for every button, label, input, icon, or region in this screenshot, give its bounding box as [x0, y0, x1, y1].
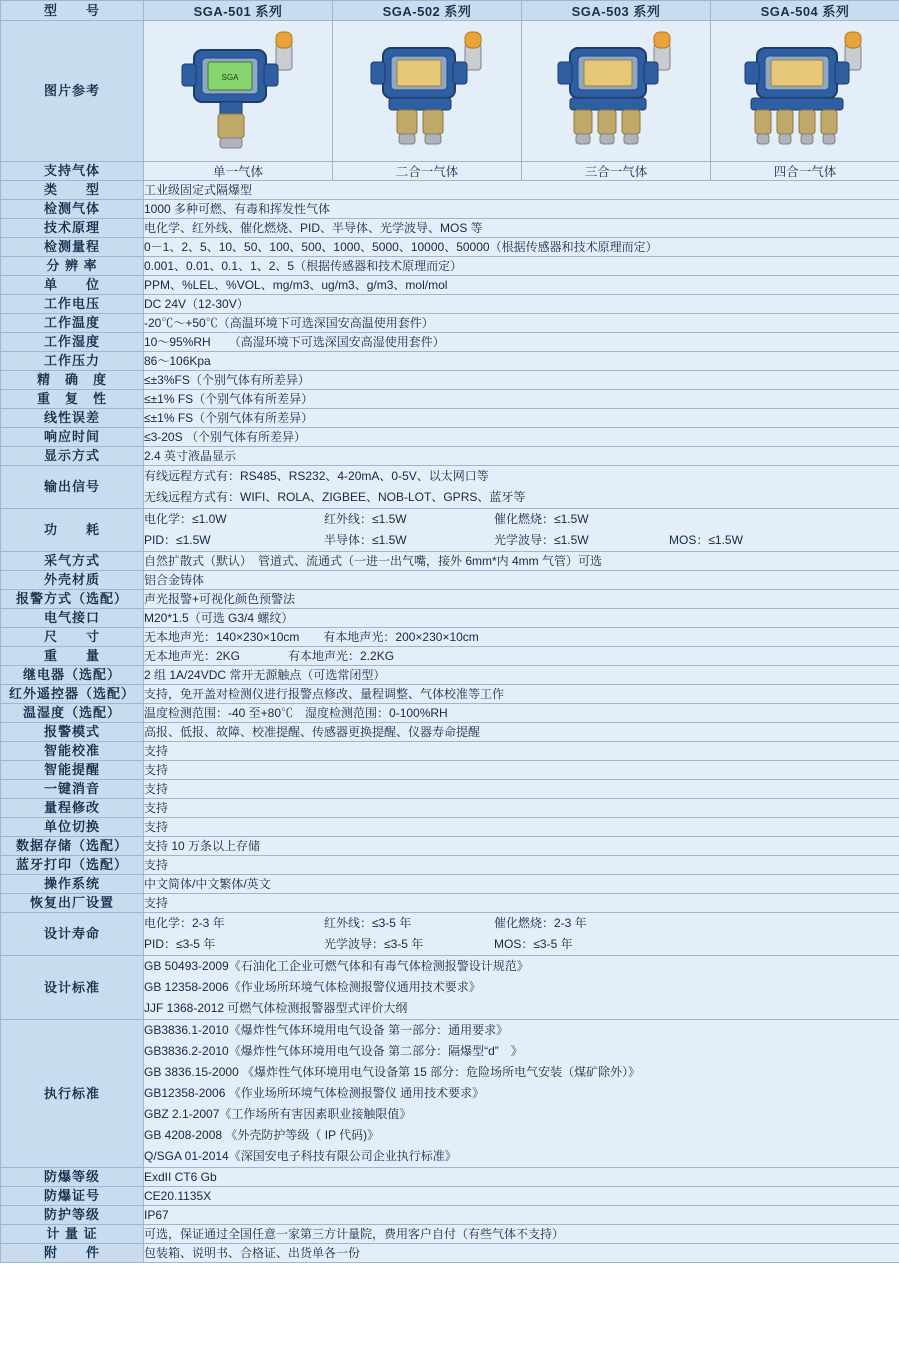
row-label-smart-calibration: 智能校准	[1, 742, 144, 761]
row-label-data-storage: 数据存储（选配）	[1, 837, 144, 856]
table-row-design-life	[1, 913, 899, 956]
table-row-images	[1, 21, 899, 162]
row-value-data-storage: 支持 10 万条以上存储	[144, 837, 899, 856]
row-value-smart-calibration: 支持	[144, 742, 899, 761]
row-label-factory-reset: 恢复出厂设置	[1, 894, 144, 913]
row-label-design-standard: 设计标准	[1, 956, 144, 1020]
row-value-ex-rating: ExdII CT6 Gb	[144, 1168, 899, 1187]
table-row	[1, 1244, 899, 1263]
life-infrared: 红外线：≤3-5 年	[324, 916, 412, 930]
table-row-output-signal	[1, 466, 899, 509]
table-row	[1, 761, 899, 780]
row-value-ip-rating: IP67	[144, 1206, 899, 1225]
row-label-resolution: 分 辨 率	[1, 257, 144, 276]
table-row	[1, 894, 899, 913]
table-row	[1, 352, 899, 371]
row-label-principle: 技术原理	[1, 219, 144, 238]
life-row-1	[144, 913, 899, 934]
row-value-ir-remote: 支持，免开盖对检测仪进行报警点修改、量程调整、气体校准等工作	[144, 685, 899, 704]
row-value-relay: 2 组 1A/24VDC 常开无源触点（可选常闭型）	[144, 666, 899, 685]
output-wired: 有线远程方式有：RS485、RS232、4-20mA、0-5V、以太网口等	[144, 469, 489, 483]
gas-detector-illustration-1	[158, 24, 318, 156]
row-value-one-key-mute: 支持	[144, 780, 899, 799]
row-value-detect-gas: 1000 多种可燃、有毒和挥发性气体	[144, 200, 899, 219]
table-row	[1, 390, 899, 409]
row-value-exec-standard	[144, 1020, 899, 1168]
row-value-design-life	[144, 913, 899, 956]
table-row	[1, 219, 899, 238]
row-label-pressure: 工作压力	[1, 352, 144, 371]
row-value-voltage: DC 24V（12-30V）	[144, 295, 899, 314]
table-row	[1, 647, 899, 666]
row-label-os: 操作系统	[1, 875, 144, 894]
power-row-1	[144, 509, 899, 530]
row-value-alarm-modes: 高报、低报、故障、校准提醒、传感器更换提醒、仪器寿命提醒	[144, 723, 899, 742]
row-value-linearity: ≤±1% FS（个别气体有所差异）	[144, 409, 899, 428]
row-label-ip-rating: 防护等级	[1, 1206, 144, 1225]
table-row	[1, 856, 899, 875]
row-value-sampling: 自然扩散式（默认） 管道式、流通式（一进一出气嘴，接外 6mm*内 4mm 气管）可选	[144, 552, 899, 571]
row-label-model: 型 号	[1, 1, 144, 21]
row-label-temp-humidity: 温湿度（选配）	[1, 704, 144, 723]
row-label-temp: 工作温度	[1, 314, 144, 333]
gas-support-502: 二合一气体	[333, 162, 522, 181]
detector-svg-3	[536, 24, 696, 156]
table-row	[1, 314, 899, 333]
life-pid: PID：≤3-5 年	[144, 937, 216, 951]
table-row	[1, 238, 899, 257]
row-value-unit: PPM、%LEL、%VOL、mg/m3、ug/m3、g/m3、mol/mol	[144, 276, 899, 295]
table-row-model	[1, 1, 899, 21]
row-label-ex-certificate: 防爆证号	[1, 1187, 144, 1206]
exec-standard-line-5: GBZ 2.1-2007《工作场所有害因素职业接触限值》	[144, 1107, 412, 1121]
life-row-2	[144, 934, 899, 955]
row-label-detect-gas: 检测气体	[1, 200, 144, 219]
table-row-design-standard	[1, 956, 899, 1020]
exec-standard-line-2: GB3836.2-2010《爆炸性气体环境用电气设备 第二部分：隔爆型“d” 》	[144, 1044, 523, 1058]
row-value-output-signal	[144, 466, 899, 509]
row-value-repeatability: ≤±1% FS（个别气体有所差异）	[144, 390, 899, 409]
row-value-size: 无本地声光：140×230×10cm 有本地声光：200×230×10cm	[144, 628, 899, 647]
row-label-unit: 单 位	[1, 276, 144, 295]
table-row	[1, 1225, 899, 1244]
table-row	[1, 257, 899, 276]
table-row-exec-standard	[1, 1020, 899, 1168]
table-row	[1, 837, 899, 856]
life-electrochemical: 电化学：2-3 年	[144, 916, 225, 930]
gas-detector-illustration-4	[725, 24, 885, 156]
row-label-weight: 重 量	[1, 647, 144, 666]
life-catalytic: 催化燃烧：2-3 年	[494, 916, 587, 930]
row-value-type: 工业级固定式隔爆型	[144, 181, 899, 200]
row-label-metrology-cert: 计 量 证	[1, 1225, 144, 1244]
row-value-electrical-interface: M20*1.5（可选 G3/4 螺纹）	[144, 609, 899, 628]
row-label-electrical-interface: 电气接口	[1, 609, 144, 628]
row-label-image: 图片参考	[1, 21, 144, 162]
table-row	[1, 552, 899, 571]
row-value-smart-reminder: 支持	[144, 761, 899, 780]
exec-standard-line-4: GB12358-2006 《作业场所环境气体检测报警仪 通用技术要求》	[144, 1086, 485, 1100]
table-row	[1, 333, 899, 352]
row-label-output-signal: 输出信号	[1, 466, 144, 509]
table-row	[1, 799, 899, 818]
table-row	[1, 295, 899, 314]
table-row	[1, 1168, 899, 1187]
row-value-display: 2.4 英寸液晶显示	[144, 447, 899, 466]
row-label-repeatability: 重 复 性	[1, 390, 144, 409]
row-label-accessories: 附 件	[1, 1244, 144, 1263]
row-label-power: 功 耗	[1, 509, 144, 552]
model-503: SGA-503 系列	[522, 1, 711, 21]
power-optical-waveguide: 光学波导：≤1.5W	[494, 533, 589, 547]
output-wireless: 无线远程方式有：WIFI、ROLA、ZIGBEE、NOB-LOT、GPRS、蓝牙等	[144, 490, 526, 504]
row-label-accuracy: 精 确 度	[1, 371, 144, 390]
table-row	[1, 742, 899, 761]
model-502: SGA-502 系列	[333, 1, 522, 21]
row-value-accuracy: ≤±3%FS（个别气体有所差异）	[144, 371, 899, 390]
table-row	[1, 723, 899, 742]
detector-svg-1	[158, 24, 318, 156]
table-row	[1, 1206, 899, 1225]
row-label-sampling: 采气方式	[1, 552, 144, 571]
row-label-relay: 继电器（选配）	[1, 666, 144, 685]
life-mos: MOS：≤3-5 年	[494, 937, 573, 951]
row-label-alarm-mode-option: 报警方式（选配）	[1, 590, 144, 609]
row-label-bluetooth-print: 蓝牙打印（选配）	[1, 856, 144, 875]
exec-standard-line-3: GB 3836.15-2000 《爆炸性气体环境用电气设备第 15 部分：危险场所电气安装（煤矿除外）》	[144, 1065, 641, 1079]
row-label-gas-support: 支持气体	[1, 162, 144, 181]
table-row	[1, 609, 899, 628]
row-label-unit-switch: 单位切换	[1, 818, 144, 837]
exec-standard-line-6: GB 4208-2008 《外壳防护等级（ IP 代码)》	[144, 1128, 380, 1142]
row-value-design-standard	[144, 956, 899, 1020]
table-row	[1, 685, 899, 704]
row-value-temp: -20℃～+50℃（高温环境下可选深国安高温使用套件）	[144, 314, 899, 333]
detector-svg-4	[725, 24, 885, 156]
row-value-power	[144, 509, 899, 552]
row-value-bluetooth-print: 支持	[144, 856, 899, 875]
gas-detector-illustration-3	[536, 24, 696, 156]
row-label-exec-standard: 执行标准	[1, 1020, 144, 1168]
table-row	[1, 181, 899, 200]
table-row	[1, 276, 899, 295]
gas-support-503: 三合一气体	[522, 162, 711, 181]
detector-svg-2	[347, 24, 507, 156]
table-row-gas-support	[1, 162, 899, 181]
row-value-temp-humidity: 温度检测范围：-40 至+80℃ 湿度检测范围：0-100%RH	[144, 704, 899, 723]
row-label-one-key-mute: 一键消音	[1, 780, 144, 799]
row-label-smart-reminder: 智能提醒	[1, 761, 144, 780]
exec-standard-line-1: GB3836.1-2010《爆炸性气体环境用电气设备 第一部分：通用要求》	[144, 1023, 509, 1037]
power-mos: MOS：≤1.5W	[669, 533, 743, 547]
row-label-voltage: 工作电压	[1, 295, 144, 314]
power-semiconductor: 半导体：≤1.5W	[324, 533, 407, 547]
life-optical-waveguide: 光学波导：≤3-5 年	[324, 937, 424, 951]
svg-text:SGA: SGA	[221, 72, 239, 82]
row-value-range-modify: 支持	[144, 799, 899, 818]
table-row	[1, 371, 899, 390]
model-501: SGA-501 系列	[144, 1, 333, 21]
product-image-502	[333, 21, 522, 162]
row-value-pressure: 86～106Kpa	[144, 352, 899, 371]
row-label-design-life: 设计寿命	[1, 913, 144, 956]
row-label-size: 尺 寸	[1, 628, 144, 647]
gas-support-504: 四合一气体	[711, 162, 899, 181]
row-label-shell-material: 外壳材质	[1, 571, 144, 590]
gas-detector-illustration-2	[347, 24, 507, 156]
row-label-display: 显示方式	[1, 447, 144, 466]
table-row	[1, 666, 899, 685]
row-label-range-modify: 量程修改	[1, 799, 144, 818]
table-row	[1, 780, 899, 799]
table-row	[1, 1187, 899, 1206]
row-value-principle: 电化学、红外线、催化燃烧、PID、半导体、光学波导、MOS 等	[144, 219, 899, 238]
product-image-501	[144, 21, 333, 162]
row-value-unit-switch: 支持	[144, 818, 899, 837]
row-label-humidity: 工作湿度	[1, 333, 144, 352]
row-value-shell-material: 铝合金铸体	[144, 571, 899, 590]
design-standard-line-3: JJF 1368-2012 可燃气体检测报警器型式评价大纲	[144, 1001, 408, 1015]
row-value-accessories: 包装箱、说明书、合格证、出货单各一份	[144, 1244, 899, 1263]
table-row	[1, 447, 899, 466]
design-standard-line-1: GB 50493-2009《石油化工企业可燃气体和有毒气体检测报警设计规范》	[144, 959, 529, 973]
row-value-metrology-cert: 可选，保证通过全国任意一家第三方计量院，费用客户自付（有些气体不支持）	[144, 1225, 899, 1244]
table-row	[1, 818, 899, 837]
table-row	[1, 875, 899, 894]
row-label-linearity: 线性误差	[1, 409, 144, 428]
power-catalytic: 催化燃烧：≤1.5W	[494, 512, 589, 526]
power-infrared: 红外线：≤1.5W	[324, 512, 407, 526]
model-504: SGA-504 系列	[711, 1, 899, 21]
design-standard-line-2: GB 12358-2006《作业场所环境气体检测报警仪通用技术要求》	[144, 980, 481, 994]
row-value-range: 0－1、2、5、10、50、100、500、1000、5000、10000、50000（根据传感器和技术原理而定）	[144, 238, 899, 257]
table-row	[1, 200, 899, 219]
power-electrochemical: 电化学：≤1.0W	[144, 512, 227, 526]
power-pid: PID：≤1.5W	[144, 533, 211, 547]
row-value-factory-reset: 支持	[144, 894, 899, 913]
row-label-response-time: 响应时间	[1, 428, 144, 447]
exec-standard-line-7: Q/SGA 01-2014《深国安电子科技有限公司企业执行标准》	[144, 1149, 457, 1163]
table-row	[1, 628, 899, 647]
table-row	[1, 571, 899, 590]
table-row	[1, 409, 899, 428]
table-row	[1, 428, 899, 447]
row-value-resolution: 0.001、0.01、0.1、1、2、5（根据传感器和技术原理而定）	[144, 257, 899, 276]
row-value-alarm-mode-option: 声光报警+可视化颜色预警法	[144, 590, 899, 609]
product-image-503	[522, 21, 711, 162]
row-value-ex-certificate: CE20.1135X	[144, 1187, 899, 1206]
row-label-alarm-modes: 报警模式	[1, 723, 144, 742]
row-value-humidity: 10～95%RH （高湿环境下可选深国安高湿使用套件）	[144, 333, 899, 352]
gas-support-501: 单一气体	[144, 162, 333, 181]
row-value-weight: 无本地声光：2KG 有本地声光：2.2KG	[144, 647, 899, 666]
row-value-response-time: ≤3-20S （个别气体有所差异）	[144, 428, 899, 447]
row-label-type: 类 型	[1, 181, 144, 200]
row-label-range: 检测量程	[1, 238, 144, 257]
table-row-power	[1, 509, 899, 552]
row-label-ex-rating: 防爆等级	[1, 1168, 144, 1187]
power-row-2	[144, 530, 899, 551]
table-row	[1, 704, 899, 723]
table-row	[1, 590, 899, 609]
row-label-ir-remote: 红外遥控器（选配）	[1, 685, 144, 704]
product-image-504	[711, 21, 899, 162]
row-value-os: 中文简体/中文繁体/英文	[144, 875, 899, 894]
